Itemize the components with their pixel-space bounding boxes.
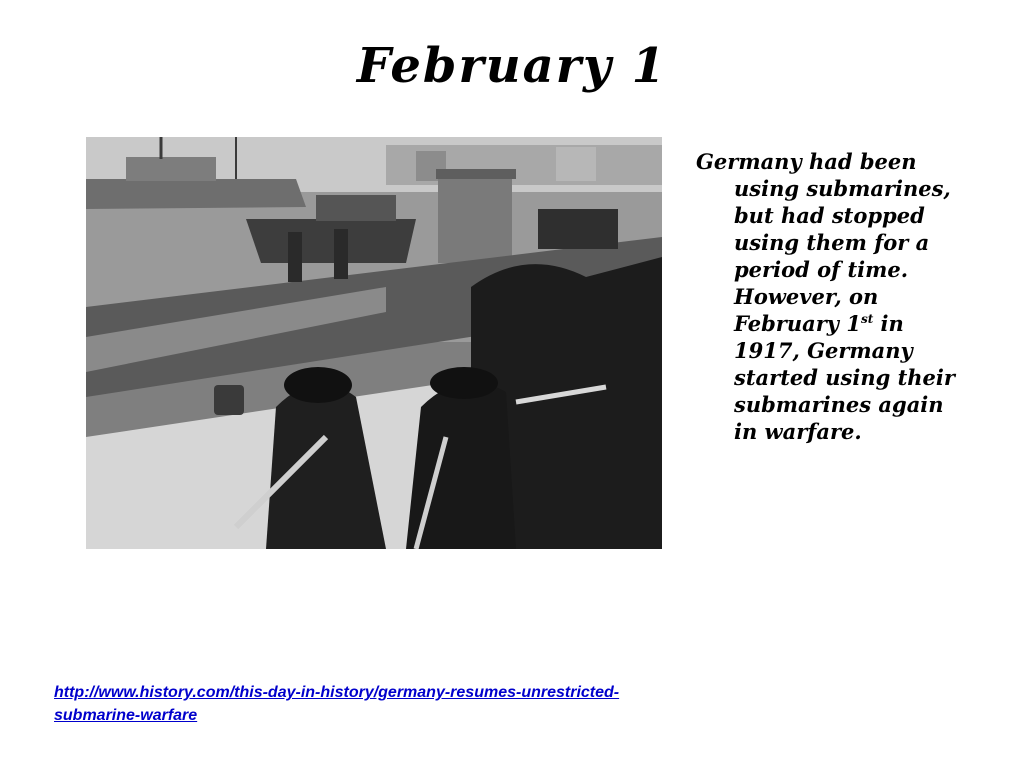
photo-conning-tower <box>438 175 512 263</box>
photo-building <box>556 147 596 181</box>
photo-sailor-cap <box>430 367 498 399</box>
photo-sailor <box>334 229 348 279</box>
photo-bollard <box>214 385 244 415</box>
body-paragraph <box>696 148 956 445</box>
photo-motor-boat <box>246 219 416 263</box>
body-text-after: in 1917, Germany started using their submarines again in warfare. <box>734 311 955 444</box>
photo-background-ship <box>86 179 306 209</box>
body-superscript: st <box>860 312 874 326</box>
body-text-before: Germany had been using submarines, but had stopped using them for a period of time. However, on February 1 <box>696 149 951 336</box>
source-link[interactable]: http://www.history.com/this-day-in-history/germany-resumes-unrestricted-submarine-warfare <box>54 684 620 724</box>
photo-boat-cabin <box>316 195 396 221</box>
photo-sailor <box>288 232 302 282</box>
photo-drawing <box>86 137 662 549</box>
photo-crew-group <box>538 209 618 249</box>
slide-title: February 1 <box>356 38 668 94</box>
photo-ship-superstructure <box>126 157 216 181</box>
body-text <box>696 148 956 445</box>
submarine-photo <box>86 137 662 549</box>
photo-sailor-cap <box>284 367 352 403</box>
photo-tower-rim <box>436 169 516 179</box>
